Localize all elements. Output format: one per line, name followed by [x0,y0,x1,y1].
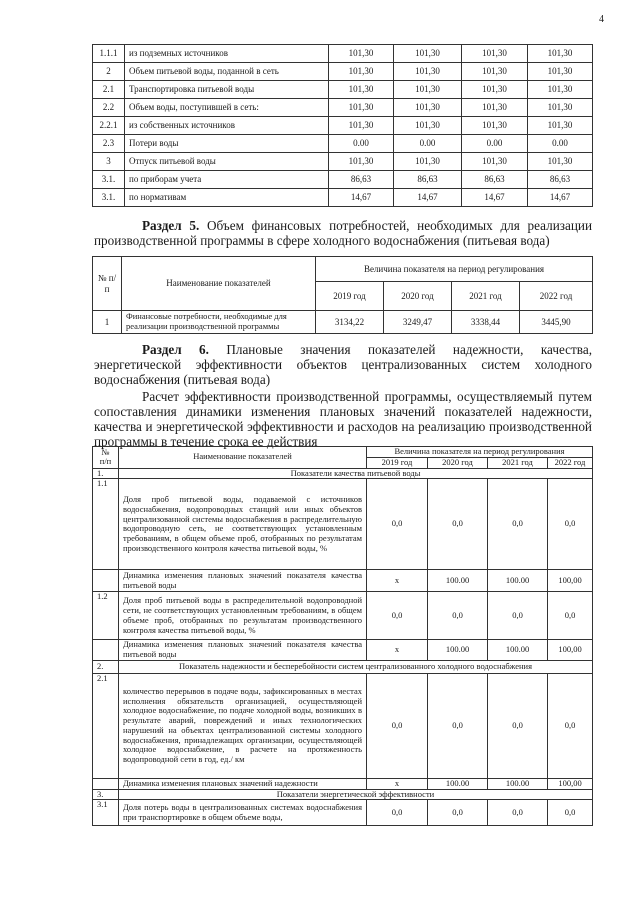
cell: 0.00 [394,135,462,153]
cell: 101,30 [329,81,394,99]
water-volume-table [92,44,593,207]
table-row [93,673,593,778]
table-row [93,189,593,207]
cell: 101,30 [462,153,528,171]
cell: 100,00 [548,778,593,789]
cell: 1. [93,468,119,479]
cell: 101,30 [528,81,593,99]
cell: 0,0 [548,479,593,570]
cell: Транспортировка питьевой воды [125,81,329,99]
cell: 14,67 [462,189,528,207]
cell: 3. [93,789,119,800]
row-value: 3445,90 [520,311,593,334]
cell-empty [93,778,119,789]
cell: 100,00 [548,640,593,661]
cell: 0,0 [488,800,548,826]
row-num: 1 [93,311,122,334]
cell: из подземных источников [125,45,329,63]
header-year: 2019 год [316,282,384,311]
group-row [93,660,593,673]
table-row [93,592,593,640]
cell: 0,0 [548,673,593,778]
cell: 14,67 [329,189,394,207]
section6-paragraph: Расчет эффективности производственной программы, осуществляемый путем сопоставления динамики изменения плановых значений показателей надежности, качества и энергетической эффективности и расходов на реализацию производственной программы в течение срока ее действия [94,389,592,449]
cell: 14,67 [394,189,462,207]
cell: 2.2 [93,99,125,117]
cell: Отпуск питьевой воды [125,153,329,171]
row-value: 3134,22 [316,311,384,334]
cell: 101,30 [462,81,528,99]
cell: по приборам учета [125,171,329,189]
table-row [93,135,593,153]
financial-needs-table [92,256,593,334]
cell: х [367,570,428,592]
header-year: 2021 год [452,282,520,311]
cell: 101,30 [394,81,462,99]
cell: 2.3 [93,135,125,153]
header-period: Величина показателя на период регулирования [316,257,593,282]
cell: 0,0 [367,592,428,640]
table-row [93,81,593,99]
row-name: Финансовые потребности, необходимые для реализации производственной программы [122,311,316,334]
cell: 101,30 [462,117,528,135]
table-row [93,117,593,135]
row-value: 3249,47 [384,311,452,334]
header-period: Величина показателя на период регулирования [367,447,593,458]
cell: 101,30 [394,117,462,135]
cell: 86,63 [528,171,593,189]
header-year: 2020 год [428,457,488,468]
header-name: Наименование показателей [122,257,316,311]
header-year: 2022 год [548,457,593,468]
cell: 100,00 [548,570,593,592]
cell: 0,0 [428,800,488,826]
cell: 0,0 [367,673,428,778]
header-year: 2019 год [367,457,428,468]
cell: 0,0 [488,479,548,570]
table-row [93,63,593,81]
cell: 3.1. [93,189,125,207]
cell: 100.00 [428,640,488,661]
cell: Показатель надежности и бесперебойности систем централизованного холодного водоснабжения [119,660,593,673]
table-row [93,640,593,661]
cell: 0.00 [528,135,593,153]
table-row [93,311,593,334]
cell: Динамика изменения плановых значений показателя качества питьевой воды [119,640,367,661]
cell: Показатели качества питьевой воды [119,468,593,479]
cell: 86,63 [462,171,528,189]
cell: Объем питьевой воды, поданной в сеть [125,63,329,81]
cell: 101,30 [394,99,462,117]
cell: из собственных источников [125,117,329,135]
section6-heading: Раздел 6. Плановые значения показателей надежности, качества, энергетической эффективности объектов централизованных систем холодного водоснабжения (питьевая вода) [94,342,592,387]
cell: 101,30 [329,45,394,63]
table-row [93,171,593,189]
header-num: № п/п [93,257,122,311]
table-row [93,800,593,826]
cell: 0,0 [548,592,593,640]
cell: 0.00 [329,135,394,153]
cell: 3.1. [93,171,125,189]
cell: 101,30 [394,45,462,63]
cell: 2. [93,660,119,673]
table-row [93,778,593,789]
row-value: 3338,44 [452,311,520,334]
cell: 86,63 [394,171,462,189]
cell: 101,30 [528,153,593,171]
section5-heading: Раздел 5. Объем финансовых потребностей, необходимых для реализации производственной программы в сфере холодного водоснабжения (питьевая вода) [94,218,593,248]
cell: 2.1 [93,673,119,778]
cell: 2 [93,63,125,81]
cell: 101,30 [329,63,394,81]
cell: количество перерывов в подаче воды, зафиксированных в местах исполнения обязательств организацией, осуществляющей холодное водоснабжение, по подаче холодной воды, возникших в результате аварий, повреждений и иных технологических нарушений на объектах централизованной системы холодного водоснабжения, принадлежащих организации, осуществляющей холодное водоснабжение, в расчете на протяженность водопроводной сети в год, ед./ км [119,673,367,778]
cell: 101,30 [528,63,593,81]
cell: Доля потерь воды в централизованных системах водоснабжения при транспортировке в общем объеме воды, [119,800,367,826]
cell: 0,0 [367,800,428,826]
cell: 0,0 [428,592,488,640]
cell: 3.1 [93,800,119,826]
cell: по нормативам [125,189,329,207]
table-row [93,153,593,171]
cell: 0.00 [462,135,528,153]
cell: 0,0 [488,592,548,640]
cell: 100.00 [488,640,548,661]
cell: Динамика изменения плановых значений показателя качества питьевой воды [119,570,367,592]
header-year: 2022 год [520,282,593,311]
header-name: Наименование показателей [119,447,367,469]
cell: 101,30 [394,63,462,81]
cell: 100.00 [488,778,548,789]
cell: 101,30 [462,63,528,81]
cell: 100.00 [428,570,488,592]
cell: 86,63 [329,171,394,189]
cell: 0,0 [367,479,428,570]
cell: 101,30 [528,99,593,117]
cell: 101,30 [528,45,593,63]
cell: 0,0 [428,479,488,570]
cell: Динамика изменения плановых значений надежности [119,778,367,789]
cell: 1.1.1 [93,45,125,63]
cell: 0,0 [548,800,593,826]
table-row [93,570,593,592]
indicators-table [92,446,593,826]
table-row [93,99,593,117]
cell: Показатели энергетической эффективности [119,789,593,800]
cell: 101,30 [329,99,394,117]
header-num: № п/п [93,447,119,469]
cell: 1.2 [93,592,119,640]
cell: 0,0 [428,673,488,778]
header-year: 2021 год [488,457,548,468]
cell: 101,30 [462,45,528,63]
cell: 0,0 [488,673,548,778]
cell: 100.00 [488,570,548,592]
cell: 3 [93,153,125,171]
cell: 2.2.1 [93,117,125,135]
cell: 101,30 [329,153,394,171]
cell: 1.1 [93,479,119,570]
header-year: 2020 год [384,282,452,311]
cell: 14,67 [528,189,593,207]
group-row [93,468,593,479]
cell-empty [93,640,119,661]
cell: Доля проб питьевой воды, подаваемой с источников водоснабжения, водопроводных станций или иных объектов централизованной системы водоснабжения в распределительную водопроводную сеть, не соответствующих установленным требованиям, в общем объеме проб, отобранных по результатам производственного контроля качества питьевой воды, % [119,479,367,570]
cell: 101,30 [394,153,462,171]
table-row [93,45,593,63]
cell: 101,30 [329,117,394,135]
cell: х [367,640,428,661]
cell: Доля проб питьевой воды в распределительной водопроводной сети, не соответствующих установленным требованиям, в общем объеме проб, отобранных по результатам производственного контроля качества питьевой воды, % [119,592,367,640]
cell: Объем воды, поступившей в сеть: [125,99,329,117]
group-row [93,789,593,800]
cell: 100.00 [428,778,488,789]
cell: х [367,778,428,789]
cell: Потери воды [125,135,329,153]
table-row [93,479,593,570]
page-number: 4 [599,14,604,25]
cell-empty [93,570,119,592]
cell: 101,30 [462,99,528,117]
cell: 2.1 [93,81,125,99]
cell: 101,30 [528,117,593,135]
